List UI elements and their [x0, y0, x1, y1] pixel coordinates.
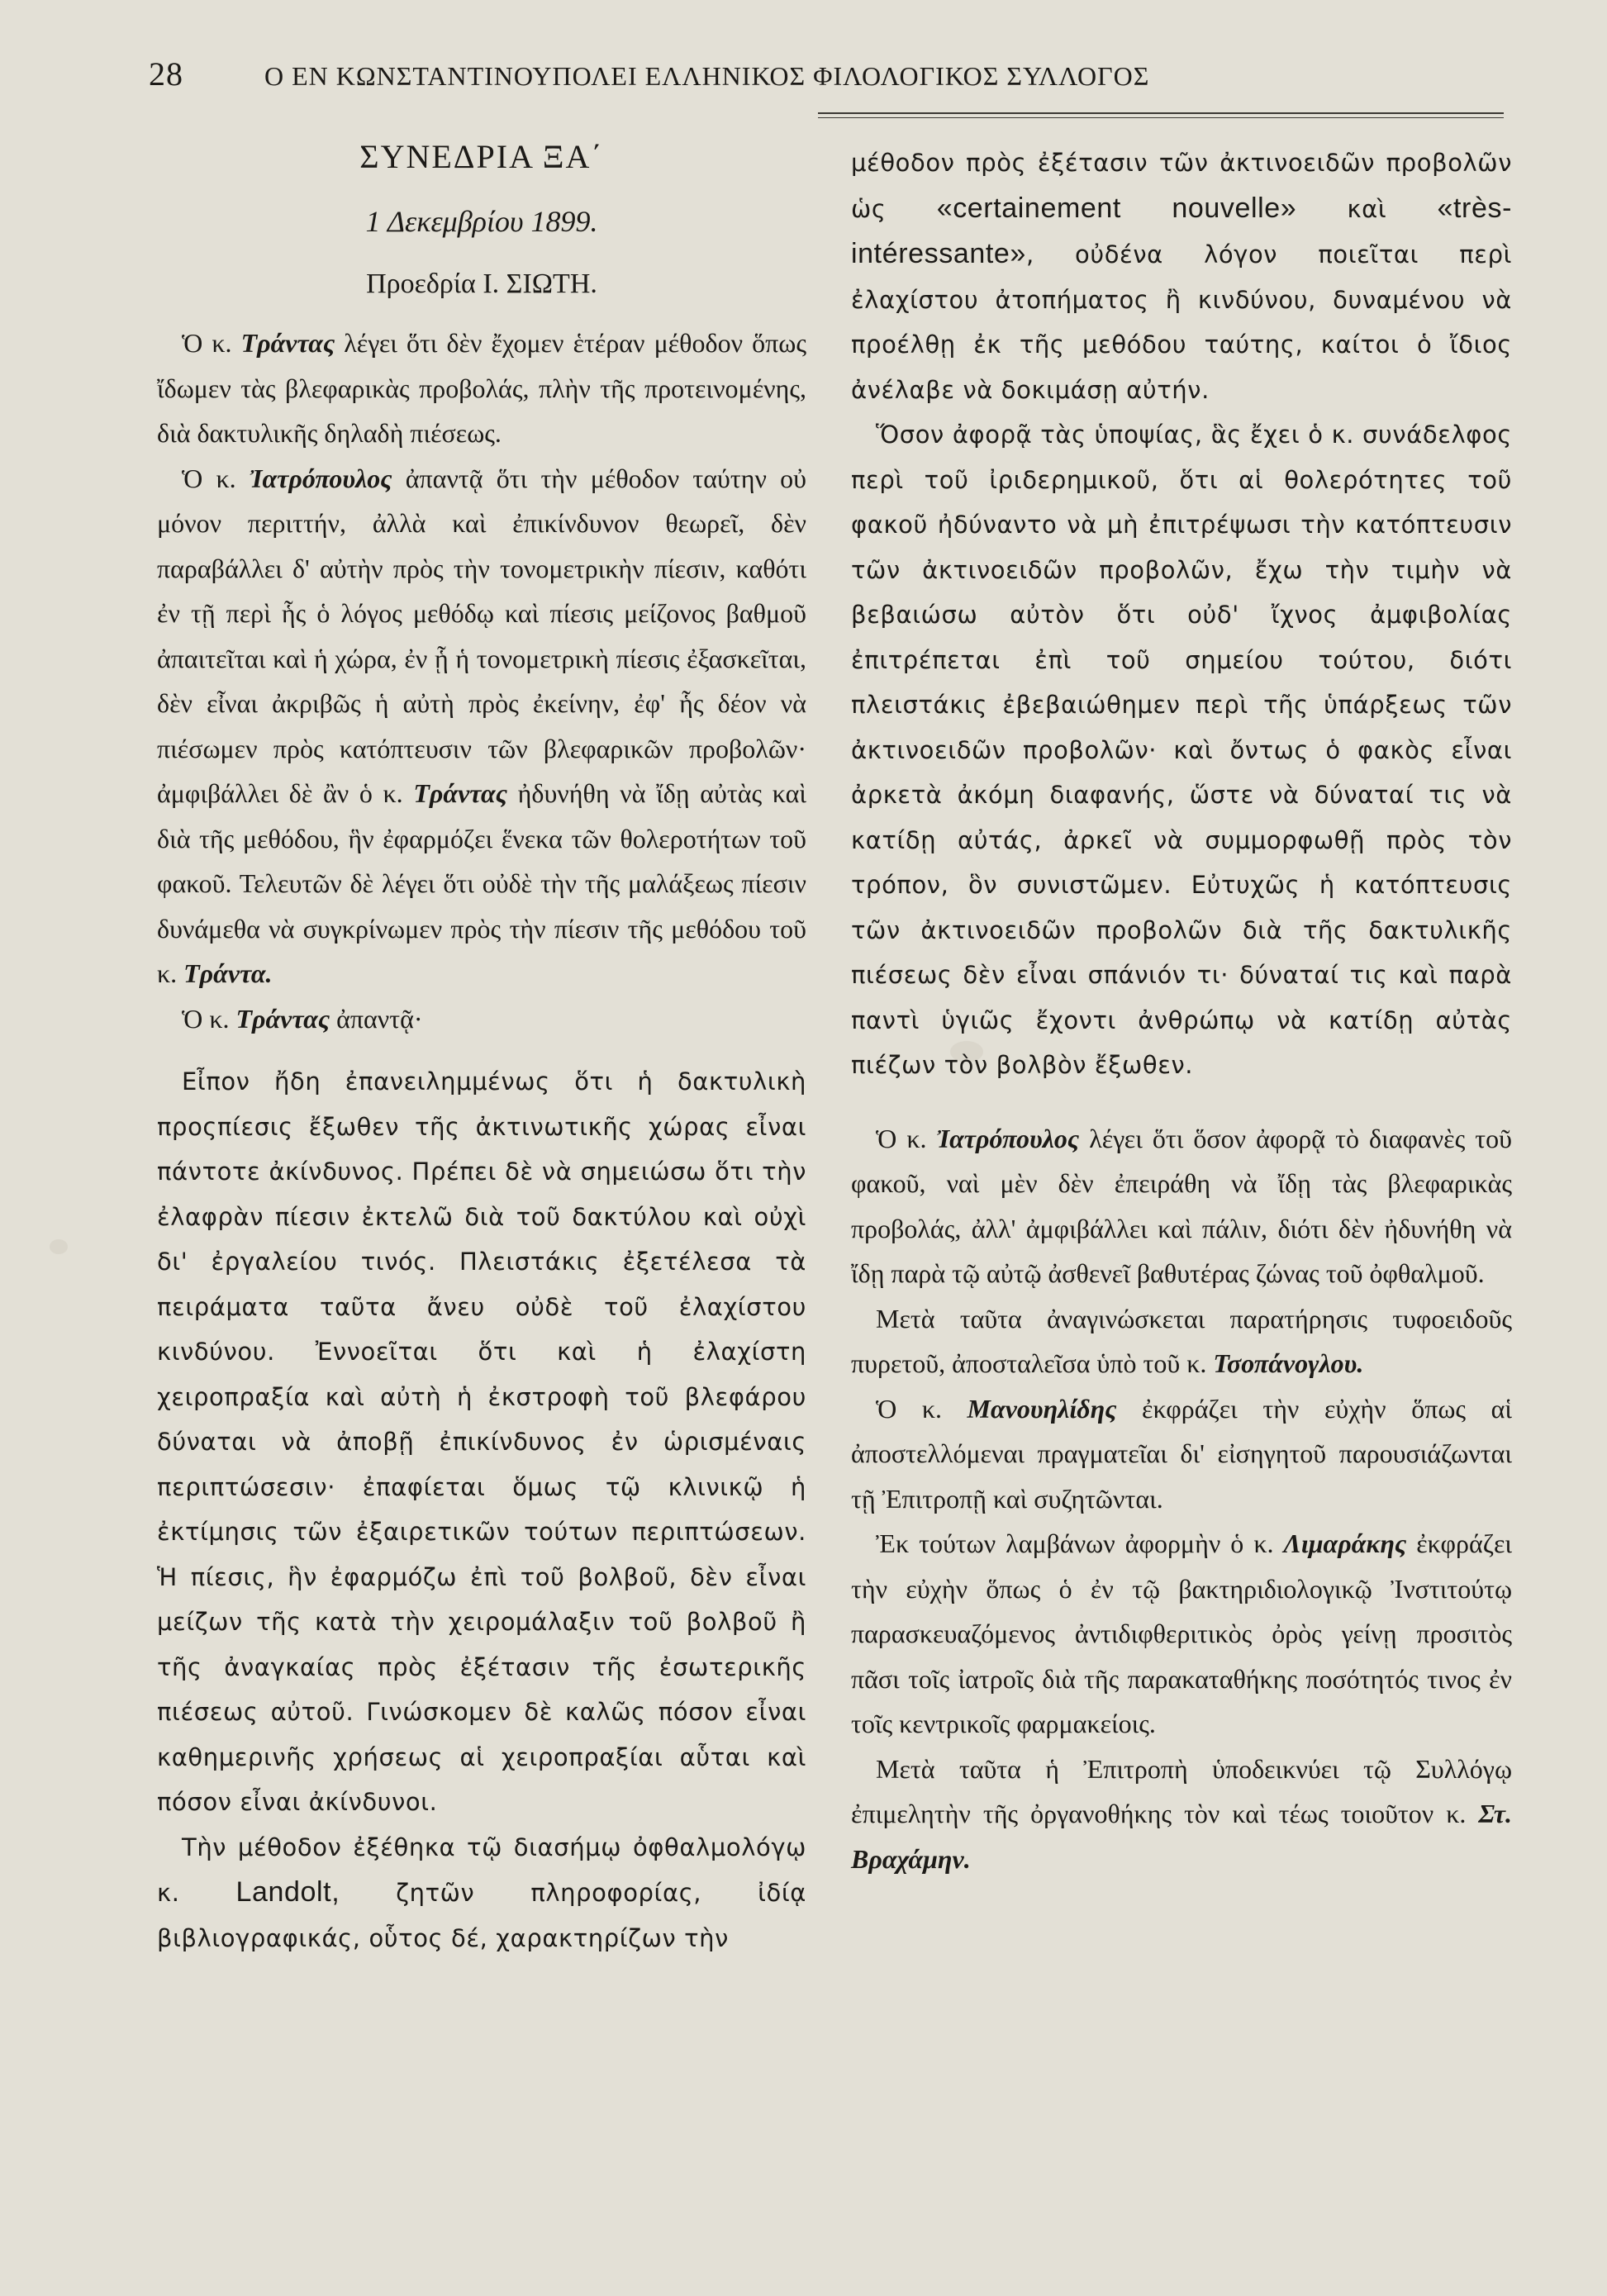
speaker-name: Λιμαράκης — [1283, 1528, 1407, 1558]
paragraph — [851, 1521, 1512, 1747]
paper-stain — [50, 1239, 68, 1254]
speaker-name: Τράντας — [235, 1003, 330, 1034]
text-run: Ὁ κ. — [876, 1123, 937, 1153]
session-chair: Προεδρία Ι. ΣΙΩΤΗ. — [366, 269, 597, 299]
text-run: Ὁ κ. — [182, 463, 250, 493]
text-run: μέθοδον πρὸς ἐξέτασιν τῶν ἀκτινοειδῶν προβολῶν ὡς — [851, 149, 1512, 223]
paragraph — [851, 1296, 1512, 1386]
speaker-name: Ἰατρόπουλος — [249, 463, 392, 493]
text-run: λέγει ὅτι δὲν ἔχομεν ἑτέραν μέθοδον ὅπως ἴδωμεν τὰς βλεφαρικὰς προβολάς, πλὴν τῆς προτεινομένης, διὰ δακτυλικῆς δηλαδὴ πιέσεως. — [157, 328, 806, 448]
right-column — [851, 140, 1512, 1881]
paragraph — [851, 1116, 1512, 1296]
text-run: ἀπαντᾷ· — [330, 1003, 423, 1034]
quoted-reply-paragraph — [851, 140, 1512, 412]
latin-quote: «très-intéressante» — [851, 192, 1512, 269]
speaker-name: Τσοπάνογλου. — [1213, 1348, 1364, 1378]
quoted-reply-paragraph: Εἶπον ἤδη ἐπανειλημμένως ὅτι ἡ δακτυλικὴ προςπίεσις ἔξωθεν τῆς ἀκτινωτικῆς χώρας εἶναι πάντοτε ἀκίνδυνος. Πρέπει δὲ νὰ σημειώσω ὅτι τὴν ἐλαφρὰν πίεσιν ἐκτελῶ διὰ τοῦ δακτύλου καὶ οὐχὶ δι' ἐργαλείου τινός. Πλειστάκις ἐξετέλεσα τὰ πειράματα ταῦτα ἄνευ οὐδὲ τοῦ ἐλαχίστου κινδύνου. Ἐννοεῖται ὅτι καὶ ἡ ἐλαχίστη χειροπραξία καὶ αὐτὴ ἡ ἐκστροφὴ τοῦ βλεφάρου δύναται νὰ ἀποβῇ ἐπικίνδυνος ἐν ὡρισμέναις περιπτώσεσιν· ἐπαφίεται ὅμως τῷ κλινικῷ ἡ ἐκτίμησις τῶν ἐξαιρετικῶν τούτων περιπτώσεων. Ἡ πίεσις, ἣν ἐφαρμόζω ἐπὶ τοῦ βολβοῦ, δὲν εἶναι μείζων τῆς κατὰ τὴν χειρομάλαξιν τοῦ βολβοῦ ἢ τῆς ἀναγκαίας πρὸς ἐξέτασιν τῆς ἐσωτερικῆς πιέσεως αὐτοῦ. Γινώσκομεν δὲ καλῶς πόσον εἶναι καθημερινῆς χρήσεως αἱ χειροπραξίαι αὗται καὶ πόσον εἶναι ἀκίνδυνοι. — [157, 1067, 806, 1816]
text-run: ἐκφράζει τὴν εὐχὴν ὅπως ὁ ἐν τῷ βακτηριδιολογικῷ Ἰνστιτούτῳ παρασκευαζόμενος ἀντιδιφθεριτικὸς ὀρὸς γείνῃ προσιτὸς πᾶσι τοῖς ἰατροῖς διὰ τῆς παρακαταθήκης ποσότητός τινος ἐν τοῖς κεντρικοῖς φαρμακείοις. — [851, 1528, 1513, 1738]
text-run: Ὁ κ. — [876, 1393, 968, 1424]
header-rule — [818, 112, 1504, 118]
text-run: ἀπαντᾷ ὅτι τὴν μέθοδον ταύτην οὐ μόνον περιττήν, ἀλλὰ καὶ ἐπικίνδυνον θεωρεῖ, δὲν παραβάλλει δ' αὐτὴν πρὸς τὴν τονομετρικὴν πίεσιν, καθότι ἐν τῇ περὶ ἧς ὁ λόγος μεθόδῳ καὶ πίεσις μείζονος βαθμοῦ ἀπαιτεῖται καὶ ἡ χώρα, ἐν ᾗ ἡ τονομετρικὴ πίεσις ἐξασκεῖται, δὲν εἶναι ἀκριβῶς ἡ αὐτὴ πρὸς ἐκείνην, ἐφ' ἧς δέον νὰ πιέσωμεν πρὸς κατόπτευσιν τῶν βλεφαρικῶν προβολῶν· ἀμφιβάλλει δὲ ἂν ὁ κ. — [157, 463, 807, 808]
text-run: Ὁ κ. — [182, 328, 241, 358]
paragraph — [851, 1747, 1512, 1882]
quoted-reply-paragraph — [157, 1825, 806, 1961]
text-run: ζητῶν πληροφορίας, ἰδίᾳ βιβλιογραφικάς, οὗτος δέ, χαρακτηρίζων τὴν — [157, 1879, 806, 1952]
text-run: , οὐδένα λόγον ποιεῖται περὶ ἐλαχίστου ἀτοπήματος ἢ κινδύνου, δυναμένου νὰ προέλθῃ ἐκ τῆς μεθόδου ταύτης, καίτοι ὁ ἴδιος ἀνέλαβε νὰ δοκιμάσῃ αὐτήν. — [851, 240, 1512, 404]
latin-quote: «certainement nouvelle» — [936, 192, 1297, 224]
latin-name: Landolt, — [235, 1876, 340, 1908]
speaker-name: Μανουηλίδης — [967, 1393, 1117, 1424]
left-column — [157, 124, 806, 1961]
running-title: Ο ΕΝ ΚΩΝΣΤΑΝΤΙΝΟΥΠΟΛΕΙ ΕΛΛΗΝΙΚΟΣ ΦΙΛΟΛΟΓΙΚΟΣ ΣΥΛΛΟΓΟΣ — [264, 61, 1150, 91]
speaker-name: Ἰατρόπουλος — [936, 1123, 1080, 1153]
paragraph — [851, 1386, 1512, 1522]
text-run: Τὴν μέθοδον ἐξέθηκα τῷ διασήμῳ ὀφθαλμολόγῳ κ. — [157, 1833, 806, 1907]
speaker-name: Στ. Βραχάμην. — [851, 1799, 1512, 1874]
quoted-reply-paragraph: Ὅσον ἀφορᾷ τὰς ὑποψίας, ἃς ἔχει ὁ κ. συνάδελφος περὶ τοῦ ἰριδερημικοῦ, ὅτι αἱ θολερότητες τοῦ φακοῦ ἠδύναντο νὰ μὴ ἐπιτρέψωσι τὴν κατόπτευσιν τῶν ἀκτινοειδῶν προβολῶν, ἔχω τὴν τιμὴν νὰ βεβαιώσω αὐτὸν ὅτι οὐδ' ἴχνος ἀμφιβολίας ἐπιτρέπεται ἐπὶ τοῦ σημείου τούτου, διότι πλειστάκις ἐβεβαιώθημεν περὶ τῆς ὑπάρξεως τῶν ἀκτινοειδῶν προβολῶν· καὶ ὄντως ὁ φακὸς εἶναι ἀρκετὰ ἀκόμη διαφανής, ὥστε νὰ δύναταί τις νὰ κατίδῃ αὐτάς, ἀρκεῖ νὰ συμμορφωθῇ πρὸς τὸν τρόπον, ὃν συνιστῶμεν. Εὐτυχῶς ἡ κατόπτευσις τῶν ἀκτινοειδῶν προβολῶν διὰ τῆς δακτυλικῆς πιέσεως δὲν εἶναι σπάνιόν τι· δύναταί τις καὶ παρὰ παντὶ ὑγιῶς ἔχοντι ἀνθρώπῳ νὰ κατίδῃ αὐτὰς πιέζων τὸν βολβὸν ἔξωθεν. — [851, 421, 1512, 1079]
paragraph — [157, 456, 806, 996]
session-date: 1 Δεκεμβρίου 1899. — [365, 205, 598, 238]
text-run: λέγει ὅτι ὅσον ἀφορᾷ τὸ διαφανὲς τοῦ φακοῦ, ναὶ μὲν δὲν ἐπειράθη νὰ ἴδῃ τὰς βλεφαρικὰς προβολάς, ἀλλ' ἀμφιβάλλει καὶ πάλιν, διότι δὲν ἠδυνήθη νὰ ἴδῃ παρὰ τῷ αὐτῷ ἀσθενεῖ βαθυτέρας ζώνας τοῦ ὀφθαλμοῦ. — [851, 1123, 1513, 1288]
text-run: Ἐκ τούτων λαμβάνων ἀφορμὴν ὁ κ. — [876, 1528, 1284, 1558]
paragraph — [157, 996, 806, 1042]
text-run: καὶ — [1296, 194, 1438, 223]
text-run: Μετὰ ταῦτα ἡ Ἐπιτροπὴ ὑποδεικνύει τῷ Συλλόγῳ ἐπιμελητὴν τῆς ὀργανοθήκης τὸν καὶ τέως τοιοῦτον κ. — [851, 1753, 1512, 1828]
page-number: 28 — [149, 55, 183, 93]
speaker-name: Τράντας — [413, 778, 507, 808]
text-run: ἐκφράζει τὴν εὐχὴν ὅπως αἱ ἀποστελλόμεναι πραγματεῖαι δι' εἰσηγητοῦ παρουσιάζωνται τῇ Ἐπιτροπῇ καὶ συζητῶνται. — [851, 1393, 1513, 1514]
spacer — [157, 1041, 806, 1059]
speaker-name: Τράντα. — [183, 958, 273, 988]
session-title: ΣΥΝΕΔΡΙΑ ΞΑ΄ — [359, 138, 604, 175]
text-run: Ὁ κ. — [182, 1003, 236, 1034]
page-header — [149, 55, 1520, 96]
speaker-name: Τράντας — [240, 328, 335, 358]
text-run: Μετὰ ταῦτα ἀναγινώσκεται παρατήρησις τυφοειδοῦς πυρετοῦ, ἀποσταλεῖσα ὑπὸ τοῦ κ. — [851, 1303, 1512, 1378]
paragraph — [157, 321, 806, 456]
spacer — [851, 1088, 1512, 1116]
text-run: ἠδυνήθη νὰ ἴδῃ αὐτὰς καὶ διὰ τῆς μεθόδου, ἣν ἐφαρμόζει ἕνεκα τῶν θολεροτήτων τοῦ φακοῦ. Τελευτῶν δὲ λέγει ὅτι οὐδὲ τὴν τῆς μαλάξεως πίεσιν δυνάμεθα νὰ συγκρίνωμεν πρὸς τὴν πίεσιν τῆς μεθόδου τοῦ κ. — [157, 778, 807, 988]
